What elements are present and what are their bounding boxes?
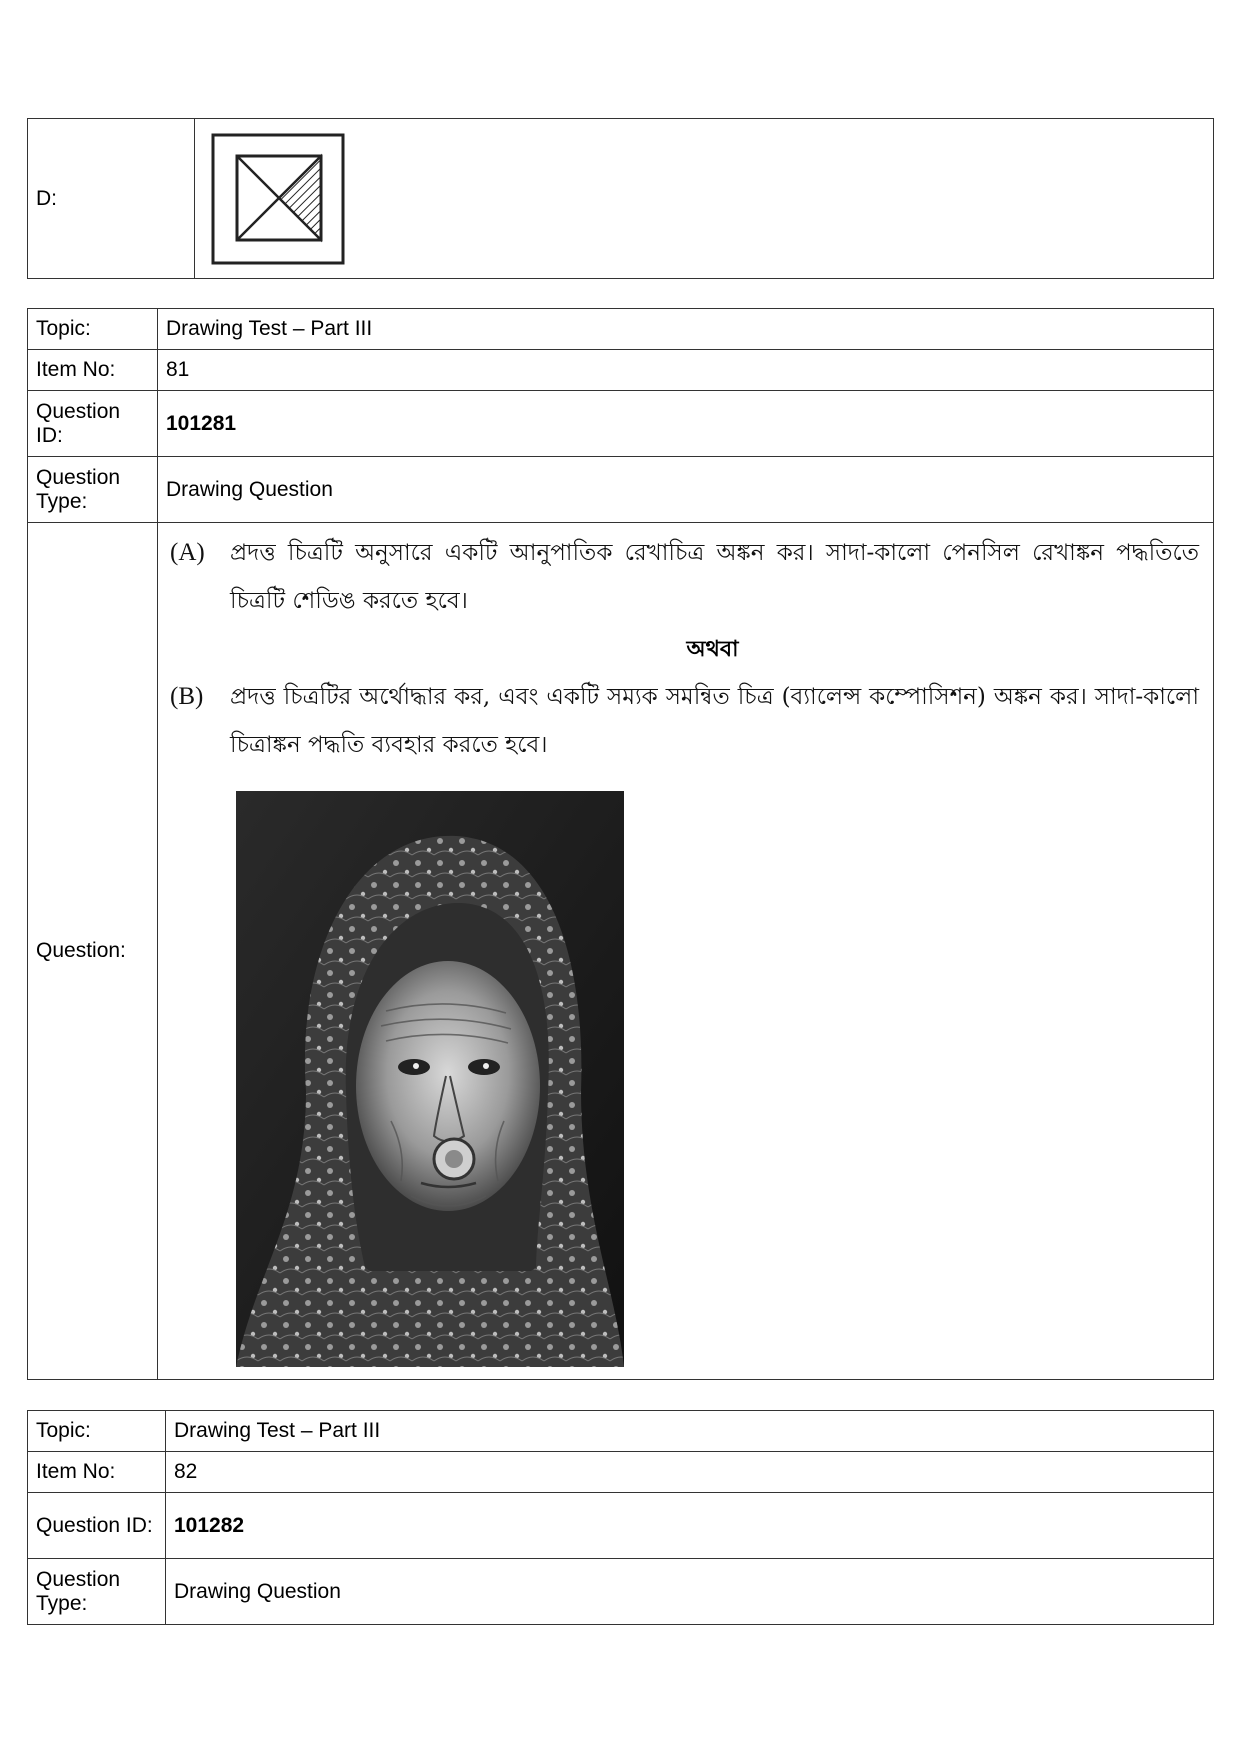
option-d-label: D: (28, 119, 195, 279)
question-type-label: Question Type: (28, 1559, 166, 1625)
item-no-label: Item No: (28, 350, 158, 391)
portrait-photo-icon (236, 791, 624, 1367)
option-d-figure-icon (211, 133, 347, 265)
question-type-label: Question Type: (28, 457, 158, 523)
question-id-label: Question ID: (28, 391, 158, 457)
or-divider: অথবা (686, 636, 739, 662)
topic-label: Topic: (28, 1411, 166, 1452)
item-no-label: Item No: (28, 1452, 166, 1493)
item-81-table (27, 308, 1214, 1380)
part-b (166, 673, 1199, 769)
question-type-value: Drawing Question (166, 1559, 1214, 1625)
question-id-label: Question ID: (28, 1493, 166, 1559)
question-id-value: 101281 (158, 391, 1214, 457)
part-b-text: প্রদত্ত চিত্রটির অর্থোদ্ধার কর, এবং একটি সম্যক সমন্বিত চিত্র (ব্যালেন্স কম্পোসিশন) অঙ্কন কর। সাদা-কালো চিত্রাঙ্কন পদ্ধতি ব্যবহার করতে হবে। (230, 684, 1199, 758)
question-body (158, 523, 1214, 1380)
item-no-value: 82 (166, 1452, 1214, 1493)
option-d-table (27, 118, 1214, 279)
item-no-value: 81 (158, 350, 1214, 391)
question-type-value: Drawing Question (158, 457, 1214, 523)
topic-value: Drawing Test – Part III (158, 309, 1214, 350)
question-id-value: 101282 (166, 1493, 1214, 1559)
part-a-text: প্রদত্ত চিত্রটি অনুসারে একটি আনুপাতিক রেখাচিত্র অঙ্কন কর। সাদা-কালো পেনসিল রেখাঙ্কন পদ্ধতিতে চিত্রটি শেডিঙ করতে হবে। (230, 540, 1199, 614)
item-82-table (27, 1410, 1214, 1625)
part-a (166, 529, 1199, 625)
topic-value: Drawing Test – Part III (166, 1411, 1214, 1452)
question-label: Question: (28, 523, 158, 1380)
part-b-mark: (B) (170, 683, 204, 710)
part-a-mark: (A) (170, 539, 205, 566)
topic-label: Topic: (28, 309, 158, 350)
